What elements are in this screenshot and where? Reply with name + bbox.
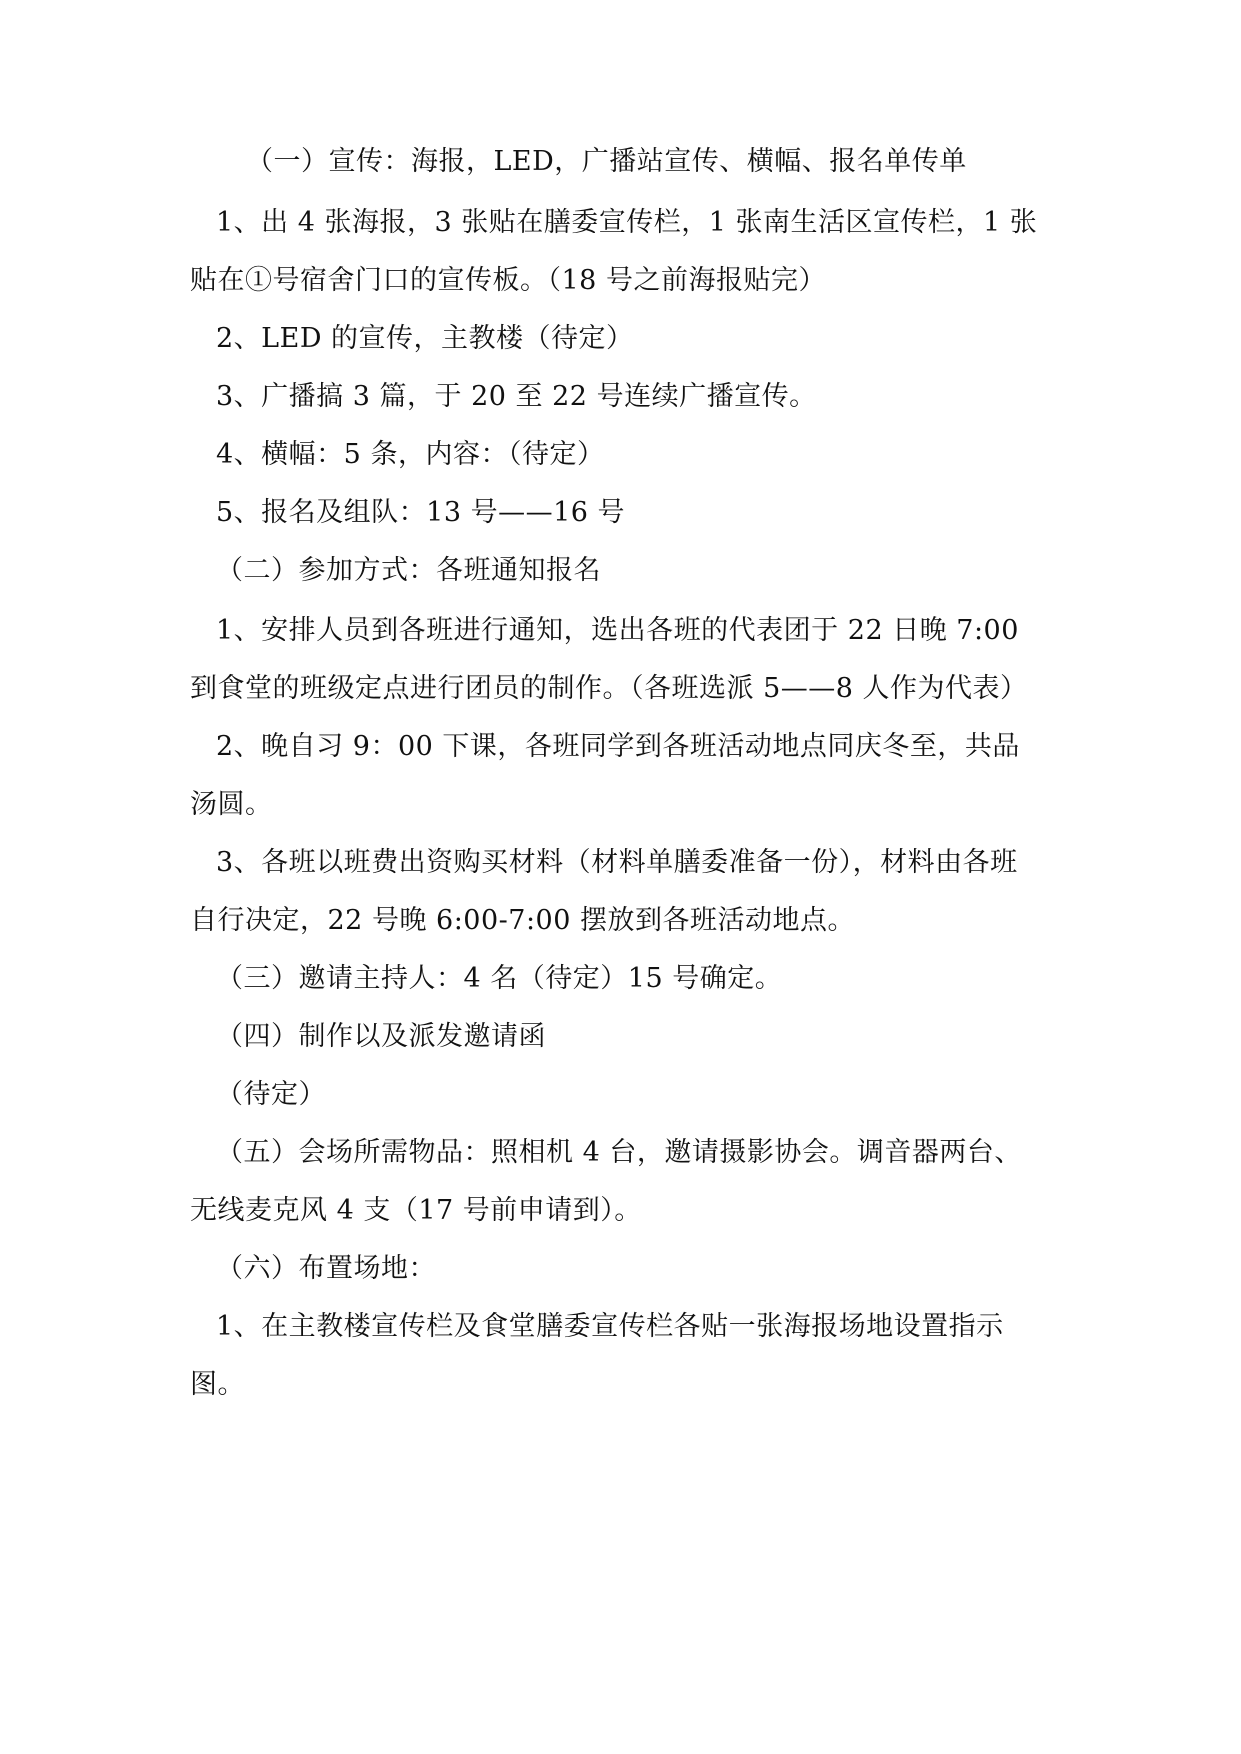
section-heading-venue: （六）布置场地： [216,1253,436,1284]
paragraph-line: 5、报名及组队：13 号——16 号 [216,497,626,528]
section-heading-host: （三）邀请主持人：4 名（待定）15 号确定。 [216,963,783,994]
paragraph-line: （待定） [216,1079,326,1110]
paragraph-line: 无线麦克风 4 支（17 号前申请到）。 [190,1195,642,1226]
paragraph-line: 1、在主教楼宣传栏及食堂膳委宣传栏各贴一张海报场地设置指示 [216,1311,1004,1342]
paragraph-line: 汤圆。 [190,789,273,820]
paragraph-line: 图。 [190,1369,245,1400]
paragraph-line: 自行决定，22 号晚 6:00-7:00 摆放到各班活动地点。 [190,905,855,936]
paragraph-line: 到食堂的班级定点进行团员的制作。（各班选派 5——8 人作为代表） [190,673,1028,704]
paragraph-line: 贴在①号宿舍门口的宣传板。（18 号之前海报贴完） [190,265,826,296]
section-heading-participation: （二）参加方式：各班通知报名 [216,555,601,586]
paragraph-line: 2、LED 的宣传，主教楼（待定） [216,323,634,354]
paragraph-line: 4、横幅：5 条，内容：（待定） [216,439,605,470]
paragraph-line: 3、各班以班费出资购买材料（材料单膳委准备一份），材料由各班 [216,847,1018,878]
paragraph-line: 2、晚自习 9：00 下课，各班同学到各班活动地点同庆冬至，共品 [216,731,1020,762]
paragraph-line: 1、安排人员到各班进行通知，选出各班的代表团于 22 日晚 7:00 [216,615,1019,646]
section-heading-invitation: （四）制作以及派发邀请函 [216,1021,546,1052]
section-heading-publicity: （一）宣传：海报，LED，广播站宣传、横幅、报名单传单 [246,146,967,177]
paragraph-line: 3、广播搞 3 篇，于 20 至 22 号连续广播宣传。 [216,381,817,412]
section-heading-equipment: （五）会场所需物品：照相机 4 台，邀请摄影协会。调音器两台、 [216,1137,1022,1168]
paragraph-line: 1、出 4 张海报，3 张贴在膳委宣传栏，1 张南生活区宣传栏，1 张 [216,207,1038,238]
